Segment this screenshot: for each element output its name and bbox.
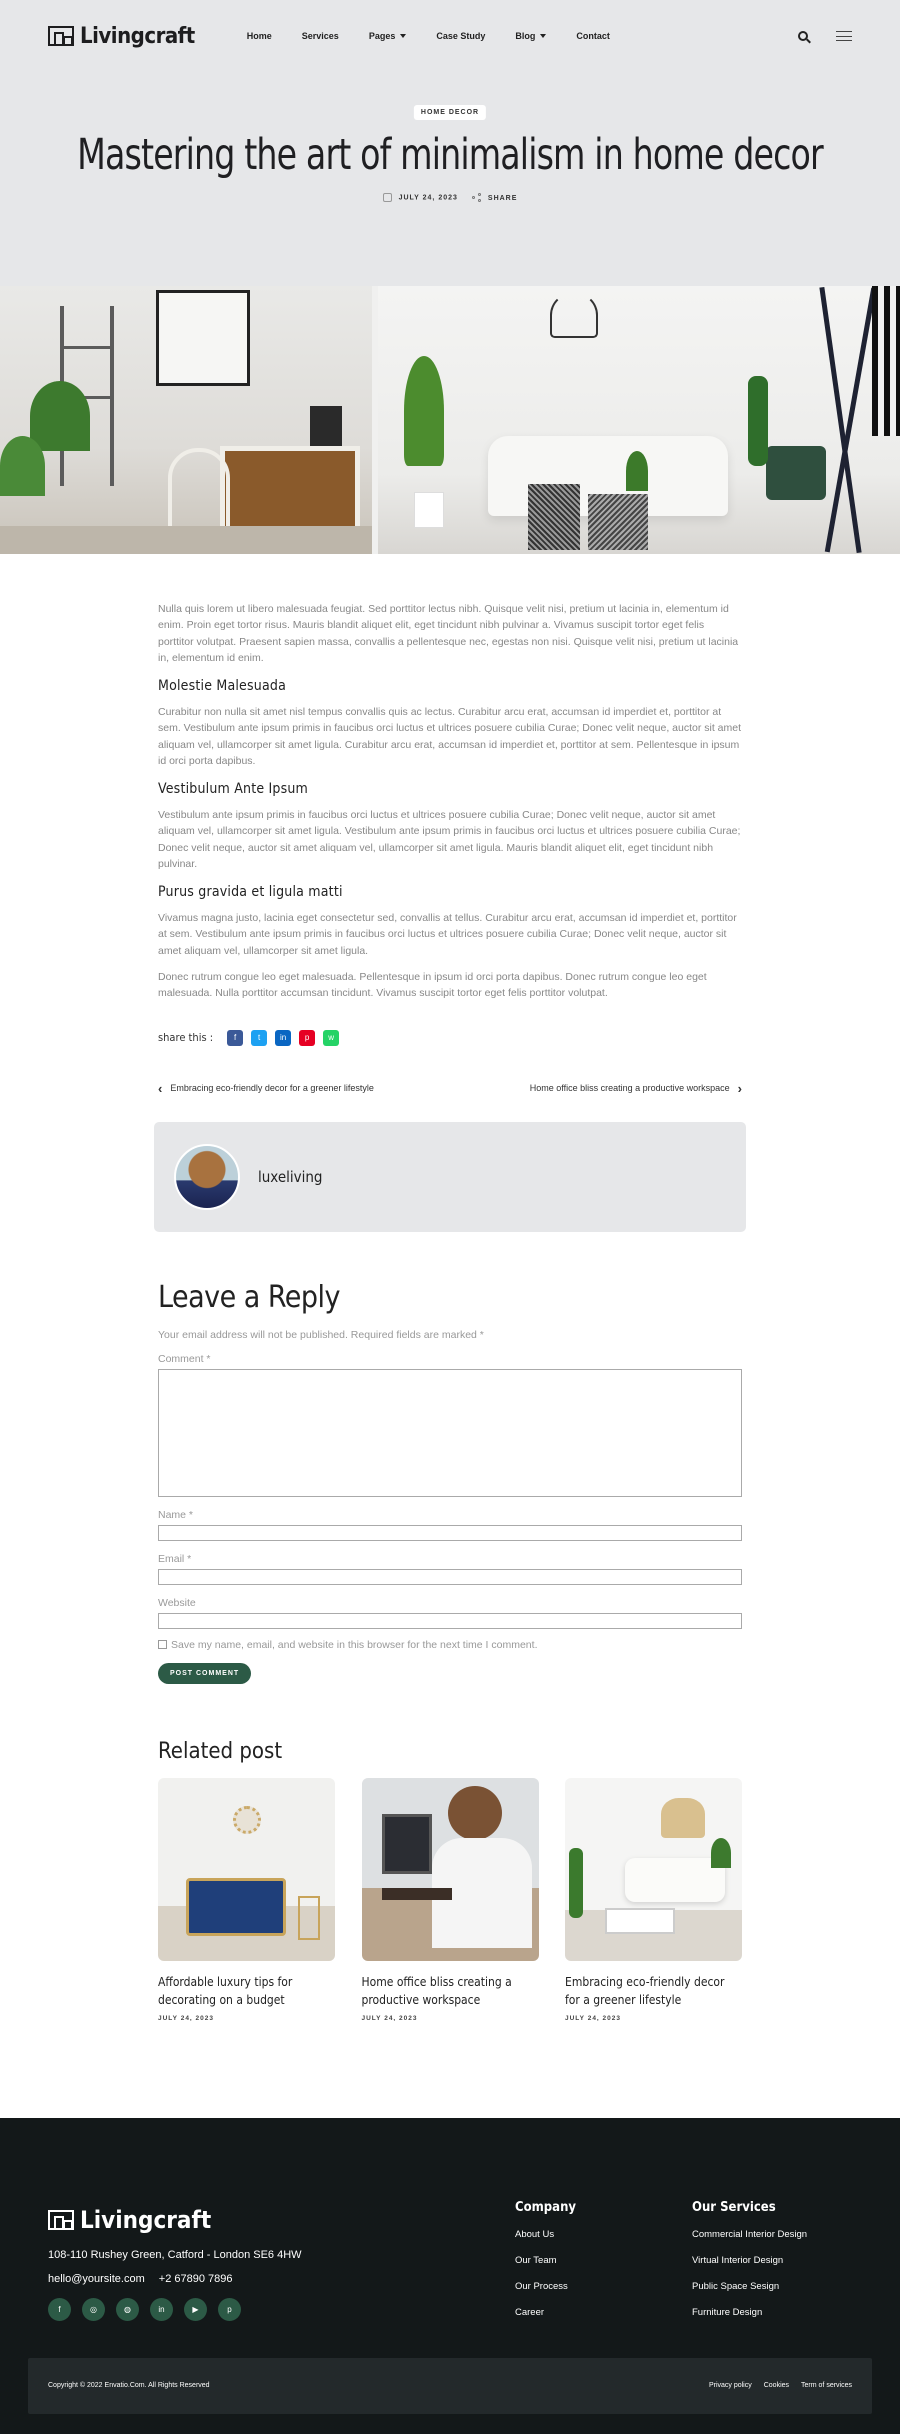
footer-link-team[interactable]: Our Team bbox=[515, 2254, 557, 2266]
category-badge[interactable]: HOME DECOR bbox=[414, 105, 486, 120]
related-image[interactable] bbox=[158, 1778, 335, 1961]
avatar bbox=[174, 1144, 240, 1210]
comment-form bbox=[158, 1280, 742, 1684]
facebook-icon[interactable]: f bbox=[48, 2298, 71, 2321]
room-image-left bbox=[0, 286, 372, 554]
terms-link[interactable]: Term of services bbox=[801, 2382, 852, 2390]
footer-email[interactable]: hello@yoursite.com bbox=[48, 2272, 145, 2285]
footer-link-about[interactable]: About Us bbox=[515, 2228, 555, 2240]
related-card[interactable] bbox=[565, 1778, 742, 2022]
website-label: Website bbox=[158, 1596, 196, 1609]
copyright: Copyright © 2022 Envatio.Com. All Rights Reserved bbox=[48, 2382, 210, 2390]
facebook-icon[interactable]: f bbox=[227, 1030, 243, 1046]
related-image[interactable] bbox=[565, 1778, 742, 1961]
page-header bbox=[0, 0, 900, 286]
required-note: Your email address will not be published. Required fields are marked * bbox=[158, 1328, 484, 1341]
related-post-title[interactable]: Embracing eco-friendly decor for a greener lifestyle bbox=[565, 1974, 725, 2007]
legal-links bbox=[709, 2382, 852, 2389]
related-post-title[interactable]: Home office bliss creating a productive workspace bbox=[361, 1974, 512, 2007]
nav-item-pages[interactable]: Pages bbox=[369, 31, 407, 41]
footer-link-commercial[interactable]: Commercial Interior Design bbox=[692, 2228, 808, 2240]
room-image-right bbox=[378, 286, 900, 554]
chevron-left-icon: ‹ bbox=[158, 1080, 163, 1096]
pinterest-icon[interactable]: p bbox=[218, 2298, 241, 2321]
related-title: Related post bbox=[158, 1738, 283, 1764]
nav-item-blog[interactable]: Blog bbox=[515, 31, 546, 41]
related-post-date: JULY 24, 2023 bbox=[565, 2014, 622, 2022]
comment-label: Comment * bbox=[158, 1352, 211, 1365]
section-heading: Vestibulum Ante Ipsum bbox=[158, 781, 309, 798]
related-post-date: JULY 24, 2023 bbox=[361, 2014, 418, 2022]
footer-logo[interactable]: Livingcraft bbox=[48, 2206, 211, 2234]
footer-link-process[interactable]: Our Process bbox=[515, 2280, 568, 2292]
chevron-right-icon: › bbox=[737, 1080, 742, 1096]
footer-heading: Our Services bbox=[692, 2199, 776, 2215]
featured-image bbox=[0, 286, 900, 554]
brand-logo[interactable] bbox=[48, 24, 195, 49]
reply-title: Leave a Reply bbox=[158, 1279, 341, 1315]
chevron-down-icon bbox=[400, 34, 406, 38]
share-icon bbox=[472, 194, 482, 202]
dribbble-icon[interactable]: ◍ bbox=[116, 2298, 139, 2321]
youtube-icon[interactable]: ▶ bbox=[184, 2298, 207, 2321]
related-grid bbox=[158, 1778, 742, 2022]
instagram-icon[interactable]: ◎ bbox=[82, 2298, 105, 2321]
menu-icon[interactable] bbox=[836, 31, 852, 41]
nav-item-services[interactable]: Services bbox=[301, 31, 339, 41]
email-field[interactable] bbox=[158, 1569, 742, 1585]
footer-contact bbox=[48, 2273, 232, 2285]
footer-heading: Company bbox=[515, 2199, 577, 2215]
nav-menu bbox=[247, 31, 610, 41]
section-paragraph: Vivamus magna justo, lacinia eget consectetur sed, convallis at tellus. Curabitur arcu erat, accumsan id imperdiet et, porttitor at sem. Vestibulum ante ipsum primis in faucibus orci luctus et ultrices posuere cubilia Curae; Donec velit neque, auctor sit amet aliquam vel, ullamcorper sit amet ligula. bbox=[158, 912, 737, 957]
post-comment-button[interactable]: POST COMMENT bbox=[158, 1663, 251, 1684]
calendar-icon bbox=[383, 193, 392, 202]
cookies-link[interactable]: Cookies bbox=[763, 2382, 790, 2390]
comment-field[interactable] bbox=[158, 1369, 742, 1497]
article-body bbox=[158, 554, 742, 1096]
footer-link-public-space[interactable]: Public Space Sesign bbox=[692, 2280, 780, 2292]
closing-paragraph: Donec rutrum congue leo eget malesuada. Pellentesque in ipsum id orci porta dapibus. Donec rutrum congue leo eget malesuada. Nulla porttitor accumsan tincidunt. Vivamus suscipit tortor eget felis porttitor volutpat. bbox=[158, 970, 707, 1000]
footer-socials bbox=[48, 2298, 241, 2321]
share-bar bbox=[158, 1030, 742, 1046]
related-card[interactable] bbox=[362, 1778, 539, 2022]
site-footer bbox=[0, 2118, 900, 2434]
post-meta bbox=[0, 193, 900, 202]
related-post-title[interactable]: Affordable luxury tips for decorating on a budget bbox=[158, 1974, 293, 2007]
nav-item-contact[interactable]: Contact bbox=[576, 31, 610, 41]
section-heading: Purus gravida et ligula matti bbox=[158, 884, 343, 901]
main-nav bbox=[48, 24, 852, 48]
related-card[interactable] bbox=[158, 1778, 335, 2022]
post-title: Mastering the art of minimalism in home decor bbox=[77, 130, 823, 180]
related-image[interactable] bbox=[362, 1778, 539, 1961]
next-post-link[interactable]: Home office bliss creating a productive workspace › bbox=[529, 1080, 742, 1096]
logo-icon bbox=[48, 26, 74, 46]
linkedin-icon[interactable]: in bbox=[275, 1030, 291, 1046]
nav-item-home[interactable]: Home bbox=[246, 31, 272, 41]
footer-address: 108-110 Rushey Green, Catford - London SE6 4HW bbox=[48, 2248, 302, 2261]
related-posts bbox=[158, 1739, 742, 2022]
author-name[interactable]: luxeliving bbox=[258, 1167, 323, 1186]
privacy-link[interactable]: Privacy policy bbox=[708, 2382, 752, 2390]
section-paragraph: Vestibulum ante ipsum primis in faucibus orci luctus et ultrices posuere cubilia Curae; Donec velit neque, auctor sit amet aliquam vel, ullamcorper sit amet ligula. Vestibulum ante ipsum primis in faucibus orci luctus et ultrices posuere cubilia Curae; Donec velit neque, auctor sit amet aliquam vel, ullamcorper sit amet ligula. Mauris blandit aliquet elit, eget tincidunt nibh pulvinar. bbox=[158, 809, 741, 870]
name-field[interactable] bbox=[158, 1525, 742, 1541]
whatsapp-icon[interactable]: w bbox=[323, 1030, 339, 1046]
section-heading: Molestie Malesuada bbox=[158, 678, 286, 695]
footer-services bbox=[692, 2200, 807, 2333]
save-info-label: Save my name, email, and website in this browser for the next time I comment. bbox=[171, 1638, 538, 1651]
email-label: Email * bbox=[158, 1552, 192, 1565]
footer-bottom-bar bbox=[28, 2358, 872, 2414]
chevron-down-icon bbox=[540, 34, 546, 38]
twitter-icon[interactable]: t bbox=[251, 1030, 267, 1046]
nav-actions bbox=[798, 31, 852, 41]
footer-link-virtual[interactable]: Virtual Interior Design bbox=[692, 2254, 784, 2266]
related-post-date: JULY 24, 2023 bbox=[158, 2014, 215, 2022]
name-label: Name * bbox=[158, 1508, 194, 1521]
footer-phone[interactable]: +2 67890 7896 bbox=[158, 2272, 233, 2285]
website-field[interactable] bbox=[158, 1613, 742, 1629]
save-info-row bbox=[158, 1639, 742, 1651]
logo-icon bbox=[48, 2210, 74, 2230]
author-box bbox=[154, 1122, 746, 1232]
footer-link-furniture[interactable]: Furniture Design bbox=[692, 2306, 763, 2318]
post-navigation bbox=[158, 1081, 742, 1096]
brand-name: Livingcraft bbox=[80, 23, 195, 49]
footer-link-career[interactable]: Career bbox=[515, 2306, 545, 2318]
search-icon[interactable] bbox=[798, 31, 808, 41]
share-link[interactable]: SHARE bbox=[472, 194, 518, 202]
linkedin-icon[interactable]: in bbox=[150, 2298, 173, 2321]
save-info-checkbox[interactable] bbox=[158, 1640, 167, 1649]
pinterest-icon[interactable]: p bbox=[299, 1030, 315, 1046]
prev-post-link[interactable]: ‹ Embracing eco-friendly decor for a greener lifestyle bbox=[158, 1080, 374, 1096]
share-label: share this : bbox=[158, 1031, 214, 1045]
footer-company bbox=[515, 2200, 576, 2333]
section-paragraph: Curabitur non nulla sit amet nisl tempus convallis quis ac lectus. Curabitur arcu erat, accumsan id imperdiet et, porttitor at sem. Vestibulum ante ipsum primis in faucibus orci luctus et ultrices posuere cubilia Curae; Donec velit neque, auctor sit amet aliquam vel, ullamcorper sit amet ligula. Curabitur arcu erat, accumsan id imperdiet et, porttitor at sem. Pellentesque in ipsum id orci porta dapibus. bbox=[158, 706, 742, 767]
nav-item-case-study[interactable]: Case Study bbox=[436, 31, 486, 41]
intro-paragraph: Nulla quis lorem ut libero malesuada feugiat. Sed porttitor lectus nibh. Quisque velit nisi, pretium ut lacinia in, elementum id enim. Proin eget tortor risus. Mauris blandit aliquet elit, eget tincidunt nibh pulvinar a. Vivamus suscipit tortor eget felis porttitor volutpat. Praesent sapien massa, convallis a pellentesque nec, egestas non nisi. Quisque velit nisi, pretium ut lacinia in, elementum id enim. bbox=[158, 603, 739, 664]
post-date: JULY 24, 2023 bbox=[383, 193, 458, 202]
pendant-lamp bbox=[550, 292, 598, 338]
